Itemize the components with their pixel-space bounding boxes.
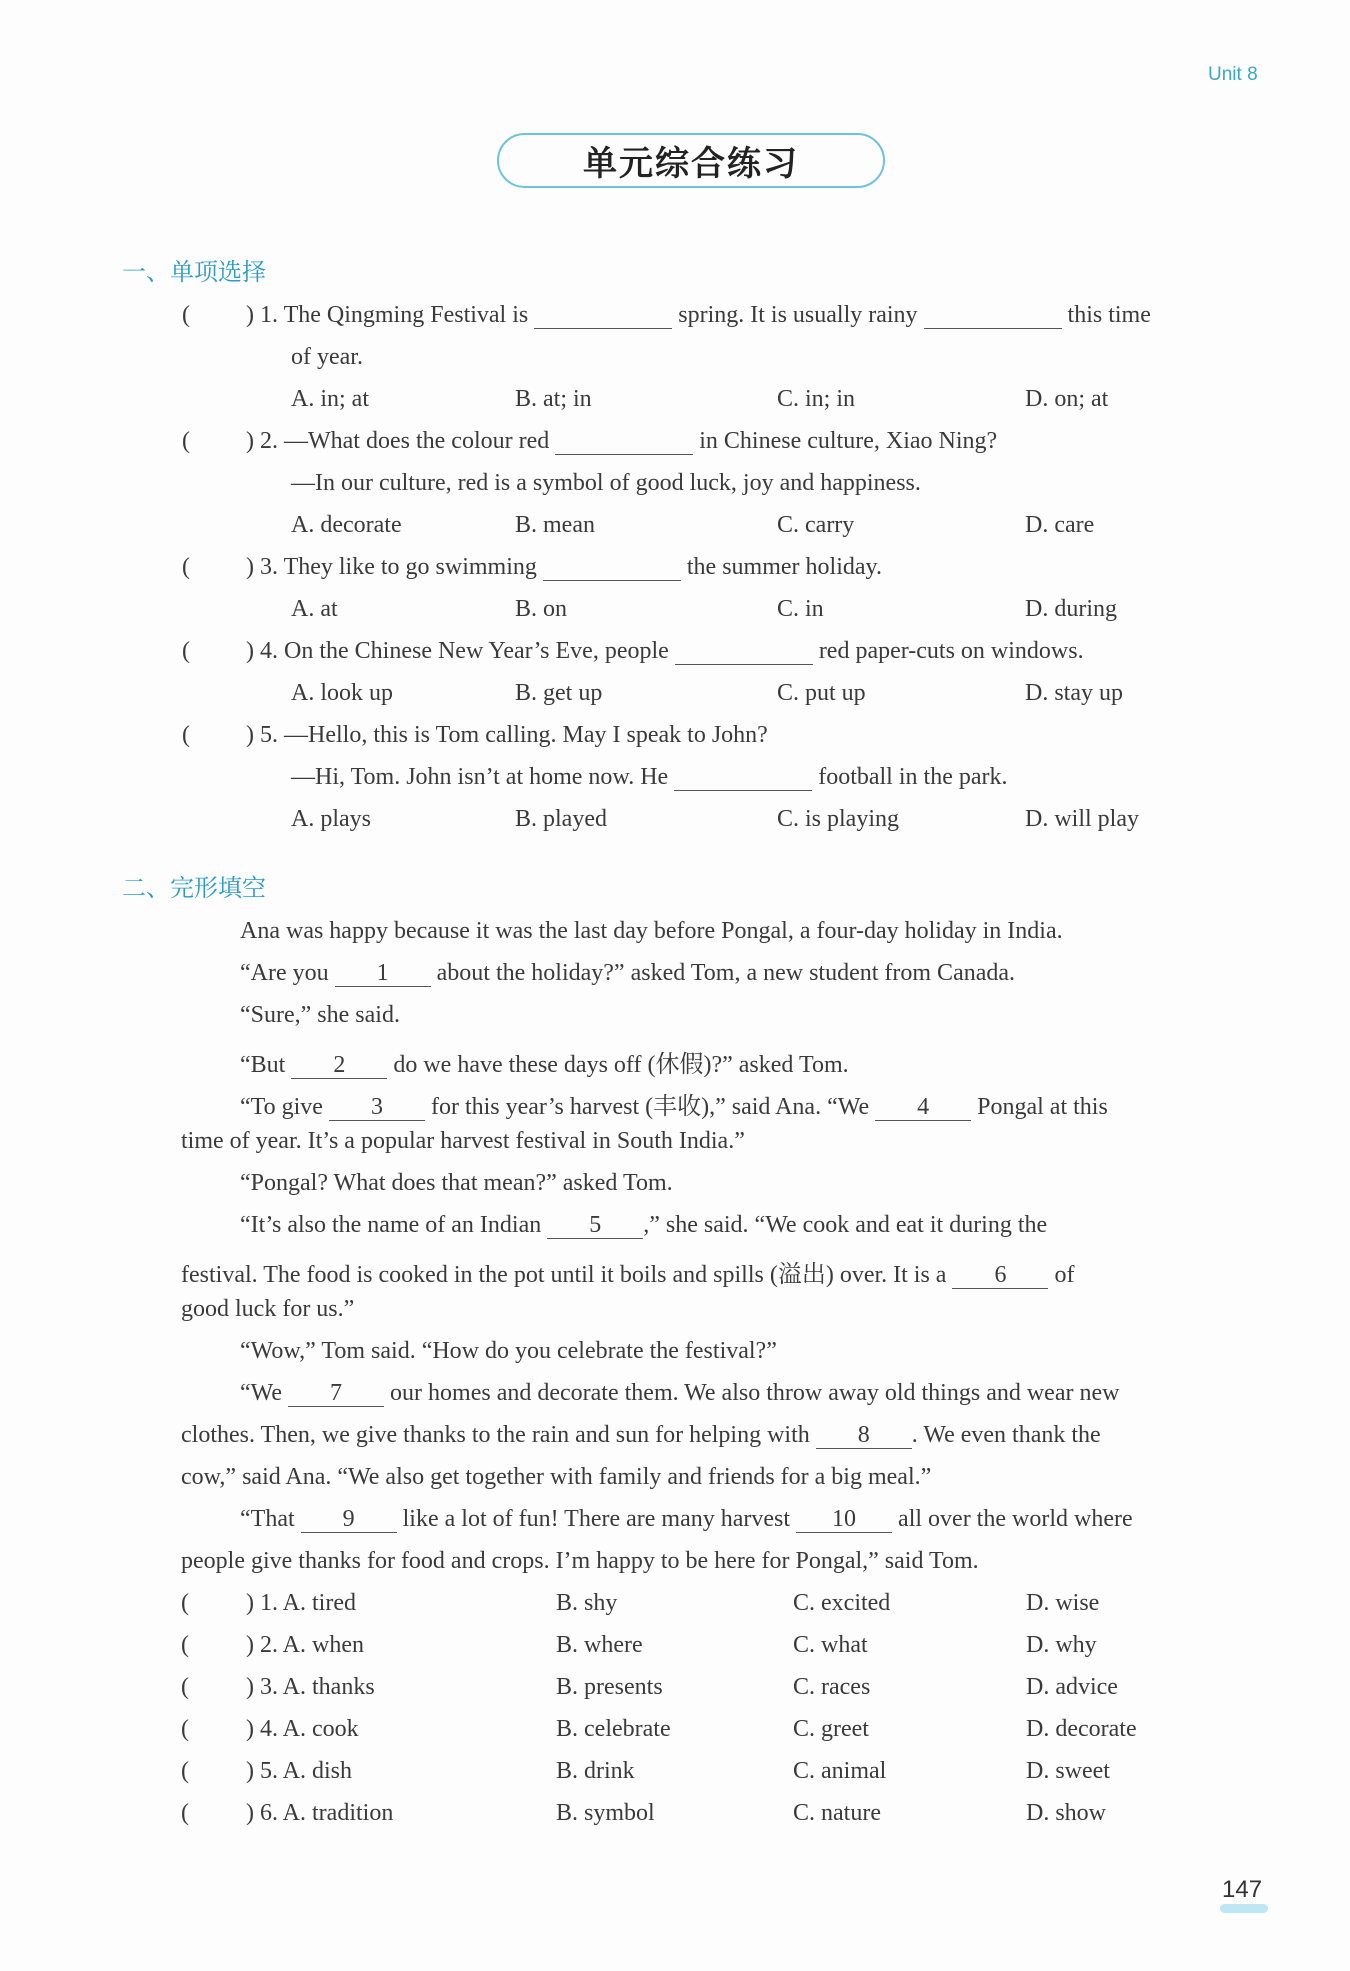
choice-row-1-d: D. wise xyxy=(1026,1590,1100,1616)
page-title: 单元综合练习 xyxy=(497,133,885,188)
answer-paren-q1[interactable]: ( xyxy=(182,302,190,328)
choice-row-1-c: C. excited xyxy=(793,1590,891,1616)
answer-paren-q5[interactable]: ( xyxy=(182,722,190,748)
option-c: C. in xyxy=(777,596,824,622)
option-a: A. look up xyxy=(291,680,393,706)
passage-line: “Are you 1 about the holiday?” asked Tom, a new student from Canada. xyxy=(240,960,1016,986)
choice-row-3-c: C. races xyxy=(793,1674,871,1700)
option-c: C. in; in xyxy=(777,386,856,412)
question-5: ) 5. —Hello, this is Tom calling. May I speak to John? xyxy=(246,722,768,748)
cloze-blank-3[interactable]: 3 xyxy=(329,1094,425,1121)
option-b: B. mean xyxy=(515,512,595,538)
choice-row-4-c: C. greet xyxy=(793,1716,869,1742)
choice-row-6-b: B. symbol xyxy=(556,1800,655,1826)
cloze-blank-1[interactable]: 1 xyxy=(335,960,431,987)
answer-paren-q2[interactable]: ( xyxy=(182,428,190,454)
passage-line: “Pongal? What does that mean?” asked Tom. xyxy=(240,1170,673,1196)
question-1-continued: of year. xyxy=(291,344,363,370)
option-d: D. will play xyxy=(1025,806,1139,832)
question-3: ) 3. They like to go swimming the summer holiday. xyxy=(246,554,882,580)
cloze-blank-7[interactable]: 7 xyxy=(288,1380,384,1407)
question-number: ) 2. xyxy=(246,428,278,454)
passage-line: time of year. It’s a popular harvest festival in South India.” xyxy=(181,1128,745,1154)
passage-line: festival. The food is cooked in the pot until it boils and spills (溢出) over. It is a 6 of xyxy=(181,1262,1075,1288)
choice-row-3-b: B. presents xyxy=(556,1674,663,1700)
answer-paren-c3[interactable]: ( xyxy=(181,1674,189,1700)
question-number: ) 3. xyxy=(246,554,278,580)
page-number-highlight xyxy=(1220,1904,1268,1913)
question-2-continued: —In our culture, red is a symbol of good luck, joy and happiness. xyxy=(291,470,921,496)
passage-line: people give thanks for food and crops. I’m happy to be here for Pongal,” said Tom. xyxy=(181,1548,979,1574)
option-b: B. played xyxy=(515,806,607,832)
answer-blank[interactable] xyxy=(534,302,672,329)
choice-row-3-d: D. advice xyxy=(1026,1674,1118,1700)
passage-line: Ana was happy because it was the last day before Pongal, a four-day holiday in India. xyxy=(240,918,1063,944)
choice-row-2-d: D. why xyxy=(1026,1632,1097,1658)
cloze-blank-10[interactable]: 10 xyxy=(796,1506,892,1533)
cloze-blank-9[interactable]: 9 xyxy=(301,1506,397,1533)
passage-line: “Wow,” Tom said. “How do you celebrate the festival?” xyxy=(240,1338,777,1364)
cloze-blank-2[interactable]: 2 xyxy=(291,1052,387,1079)
option-c: C. is playing xyxy=(777,806,900,832)
unit-label: Unit 8 xyxy=(1208,64,1258,85)
choice-row-4-a: ) 4. A. cook xyxy=(246,1716,359,1742)
option-a: A. decorate xyxy=(291,512,402,538)
passage-line: cow,” said Ana. “We also get together with family and friends for a big meal.” xyxy=(181,1464,932,1490)
page-number: 147 xyxy=(1222,1876,1263,1903)
choice-row-4-d: D. decorate xyxy=(1026,1716,1137,1742)
section-heading-multiple-choice: 一、单项选择 xyxy=(122,258,266,286)
option-b: B. at; in xyxy=(515,386,592,412)
choice-row-1-a: ) 1. A. tired xyxy=(246,1590,356,1616)
option-b: B. get up xyxy=(515,680,603,706)
answer-paren-q4[interactable]: ( xyxy=(182,638,190,664)
option-a: A. plays xyxy=(291,806,371,832)
option-d: D. on; at xyxy=(1025,386,1109,412)
answer-paren-c5[interactable]: ( xyxy=(181,1758,189,1784)
answer-paren-c2[interactable]: ( xyxy=(181,1632,189,1658)
question-number: ) 1. xyxy=(246,302,278,328)
choice-row-5-b: B. drink xyxy=(556,1758,635,1784)
answer-blank[interactable] xyxy=(675,638,813,665)
passage-line: clothes. Then, we give thanks to the rain and sun for helping with 8 . We even thank the xyxy=(181,1422,1101,1448)
question-1: ) 1. The Qingming Festival is spring. It is usually rainy this time xyxy=(246,302,1151,328)
choice-row-2-b: B. where xyxy=(556,1632,643,1658)
answer-blank[interactable] xyxy=(674,764,812,791)
passage-line: “That 9 like a lot of fun! There are many harvest 10 all over the world where xyxy=(240,1506,1133,1532)
choice-row-4-b: B. celebrate xyxy=(556,1716,671,1742)
passage-line: “Sure,” she said. xyxy=(240,1002,400,1028)
answer-blank[interactable] xyxy=(555,428,693,455)
choice-row-5-a: ) 5. A. dish xyxy=(246,1758,353,1784)
question-2: ) 2. —What does the colour red in Chinese culture, Xiao Ning? xyxy=(246,428,998,454)
cloze-blank-5[interactable]: 5 xyxy=(547,1212,643,1239)
option-c: C. carry xyxy=(777,512,855,538)
passage-line: “But 2 do we have these days off (休假)?” asked Tom. xyxy=(240,1052,849,1078)
choice-row-3-a: ) 3. A. thanks xyxy=(246,1674,375,1700)
choice-row-6-c: C. nature xyxy=(793,1800,881,1826)
choice-row-1-b: B. shy xyxy=(556,1590,618,1616)
option-a: A. in; at xyxy=(291,386,369,412)
answer-paren-c4[interactable]: ( xyxy=(181,1716,189,1742)
question-number: ) 5. xyxy=(246,722,278,748)
section-heading-cloze: 二、完形填空 xyxy=(122,874,266,902)
answer-paren-c1[interactable]: ( xyxy=(181,1590,189,1616)
option-b: B. on xyxy=(515,596,568,622)
option-d: D. stay up xyxy=(1025,680,1123,706)
answer-blank[interactable] xyxy=(543,554,681,581)
option-a: A. at xyxy=(291,596,338,622)
choice-row-6-a: ) 6. A. tradition xyxy=(246,1800,394,1826)
option-d: D. during xyxy=(1025,596,1117,622)
choice-row-2-a: ) 2. A. when xyxy=(246,1632,364,1658)
cloze-blank-4[interactable]: 4 xyxy=(875,1094,971,1121)
passage-line: “We 7 our homes and decorate them. We also throw away old things and wear new xyxy=(240,1380,1120,1406)
answer-paren-c6[interactable]: ( xyxy=(181,1800,189,1826)
question-5-continued: —Hi, Tom. John isn’t at home now. He football in the park. xyxy=(291,764,1008,790)
question-4: ) 4. On the Chinese New Year’s Eve, people red paper-cuts on windows. xyxy=(246,638,1084,664)
passage-line: “It’s also the name of an Indian 5 ,” she said. “We cook and eat it during the xyxy=(240,1212,1048,1238)
answer-blank[interactable] xyxy=(924,302,1062,329)
choice-row-5-d: D. sweet xyxy=(1026,1758,1110,1784)
choice-row-2-c: C. what xyxy=(793,1632,868,1658)
option-d: D. care xyxy=(1025,512,1095,538)
option-c: C. put up xyxy=(777,680,866,706)
passage-line: good luck for us.” xyxy=(181,1296,355,1322)
question-number: ) 4. xyxy=(246,638,278,664)
cloze-blank-6[interactable]: 6 xyxy=(952,1262,1048,1289)
cloze-blank-8[interactable]: 8 xyxy=(816,1422,912,1449)
choice-row-5-c: C. animal xyxy=(793,1758,887,1784)
passage-line: “To give 3 for this year’s harvest (丰收),” said Ana. “We 4 Pongal at this xyxy=(240,1094,1108,1120)
answer-paren-q3[interactable]: ( xyxy=(182,554,190,580)
choice-row-6-d: D. show xyxy=(1026,1800,1107,1826)
